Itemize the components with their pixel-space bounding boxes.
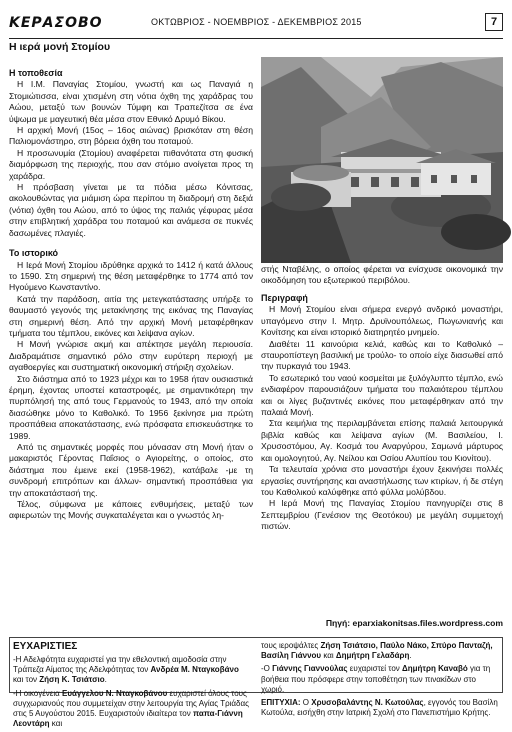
thanks-right-column (261, 641, 499, 721)
thanks-text: ευχαριστεί τον (347, 664, 403, 674)
history-heading: Το ιστορικό (9, 248, 59, 259)
thanks-name: Ζήση Κ. Τσιάτσιο (39, 675, 105, 685)
thanks-item (261, 698, 499, 718)
thanks-text: . (409, 651, 412, 661)
paragraph: Η Μονή γνώρισε ακμή και απέκτησε μεγάλη περιουσία. Διαδραμάτισε σημαντικό ρόλο στην ευρύτερη περιοχή με αγαθοεργίες και συστηματική οικονομική στήριξη σχολείων. (9, 339, 253, 373)
thanks-text: και (321, 651, 336, 661)
thanks-name: Δημήτρη Γελαδάρη (335, 651, 410, 661)
thanks-text: για τη βοήθεια που πρόσφερε στην τοποθέτηση των πινακίδων στο χωριό. (261, 664, 491, 694)
paragraph: Τέλος, σύμφωνα με κάποιες ενθυμήσεις, μεταξύ των αφιερωτών της Μονής συγκαταλέγεται και ο γνωστός λη- (9, 499, 253, 521)
thanks-text: Ο (300, 698, 312, 708)
thanks-name: Χρυσοβαλάντης Ν. Κωτούλας (311, 698, 424, 708)
thanks-text: -Η οικογένεια (13, 688, 62, 698)
page-number: 7 (485, 13, 503, 31)
monastery-photo-icon (261, 57, 503, 263)
thanks-name: Γιάννης Γιαννούλας (272, 664, 348, 674)
thanks-item (261, 664, 499, 695)
thanks-text: -Ο (261, 664, 273, 674)
thanks-text: . (104, 675, 107, 685)
location-heading: Η τοποθεσία (9, 68, 63, 78)
paragraph: Διαθέτει 11 καινούρια κελιά, καθώς και το Καθολικό – σταυροπίστεγη βασιλική με τρούλο- το οποίο είχε διασωθεί από την πυρκαγιά του 1943. (261, 338, 503, 372)
thanks-text: ευχαριστεί όλους τους συγχωριανούς που συμμετείχαν στην λειτουργία της Αγίας Τριάδας στις 5 Αυγούστου 2015. Ευχαριστούν ιδιαίτερα τον (13, 688, 249, 719)
page-header (9, 13, 503, 39)
thanks-name: παπα-Γιάννη Λεοντάρη (13, 709, 243, 729)
thanks-item (13, 689, 251, 730)
thanks-text: και (49, 719, 63, 729)
thanks-text: , εγγονός του Βασίλη Κωτούλα, εισήχθη στην Ιατρική Σχολή στο Πανεπιστήμιο Κρήτης. (261, 698, 498, 718)
paragraph: Η Μονή Στομίου είναι σήμερα ενεργό ανδρικό μοναστήρι, υπαγόμενο στην Ι. Μητρ. Δρυϊνουπόλεως, Πωγωνιανής και Κονίτσης και είναι ιστορικό διατηρητέο μνημείο. (261, 304, 503, 338)
thanks-name: Ευάγγελου Ν. Νταγκοβάνου (62, 688, 168, 698)
article-right-column (261, 289, 503, 533)
thanks-item (261, 641, 499, 661)
paragraph: Η Ιερά Μονή Στομίου ιδρύθηκε αρχικά το 1412 ή κατά άλλους το 1590. Στη σημερινή της θέση μεταφέρθηκε το 1774 από τον Ηγούμενο Κωνσταντίνο. (9, 259, 253, 293)
continued-text: στής Νταβέλης, ο οποίος φέρεται να ενίσχυσε οικονομικά την οικοδόμηση του εξωτερικού περιβόλου. (261, 264, 503, 285)
article-title: Η ιερά μονή Στομίου (9, 41, 111, 53)
paragraph: Τα τελευταία χρόνια στο μοναστήρι έχουν ξεκινήσει πολλές εργασίες συντήρησης και αναστήλωσης των κτιρίων, ή δε στέγη του Καθολικού καλύφθηκε από φύλλα μολύβδου. (261, 464, 503, 497)
paragraph: Η αρχική Μονή (15ος – 16ος αιώνας) βρισκόταν στη θέση Παλιομονάστηρο, στη βόρεια όχθη του ποταμού. (9, 125, 253, 147)
monastery-photo (261, 57, 503, 263)
paragraph: Το εσωτερικό του ναού κοσμείται με ξυλόγλυπτο τέμπλο, ενώ ενδιαφέρον παρουσιάζουν τμήματα του παλαιότερου τέμπλου και οι λίγες βυζαντινές εικόνες που μεταφέρθηκαν από την παλαιά Μονή. (261, 372, 503, 418)
thanks-name: Δημήτρη Καναβό (402, 664, 468, 674)
paragraph: Κατά την παράδοση, αιτία της μετεγκατάστασης υπήρξε το θαυμαστό γεγονός της μετακίνησης της εικόνας της Παναγίας στη σημερινή θέση. Από την αρχική Μονή μεταφέρθηκαν τμήματα του τέμπλου, εικόνες και λείψανα αγίων. (9, 293, 253, 338)
article-left-column (9, 64, 253, 522)
description-heading: Περιγραφή (261, 293, 308, 303)
paragraph: Η προσωνυμία (Στομίου) αναφέρεται πιθανότατα στη φυσική διαμόρφωση της περιοχής, που σαν στόμιο ανοίγεται προς τη χαράδρα. (9, 147, 253, 181)
thanks-title: ΕΥΧΑΡΙΣΤΙΕΣ (13, 641, 78, 652)
thanks-text: και τον (13, 675, 40, 685)
issue-date: ΟΚΤΩΒΡΙΟΣ - ΝΟΕΜΒΡΙΟΣ - ΔΕΚΕΜΒΡΙΟΣ 2015 (151, 17, 362, 27)
thanks-name: Ζήση Τσιάτσιο, Παύλο Νάκο, Σπύρο Πανταζή, Βασίλη Γιάννου (261, 641, 493, 661)
thanks-text: τους ιεροψάλτες (261, 641, 321, 650)
thanks-left-column (13, 655, 251, 732)
thanks-name: ΕΠΙΤΥΧΙΑ: (261, 698, 301, 708)
paragraph: Στα κειμήλια της περιλαμβάνεται επίσης παλαιά λειτουργικά βιβλία καθώς και λείψανα αγίων (Μ. Βασιλείου, Ι. Χρυσοστόμου, Αγ. Κοσμά του Αναργύρου, Σαμωνά μάρτυρος και ομολογητού, Αγ. Νείλου και Οσίου Αλυπίου του Κιονίτου). (261, 418, 503, 463)
paragraph: Η πρόσβαση γίνεται με τα πόδια μέσω Κόνιτσας, ακολουθώντας για μιάμιση ώρα περίπου τη διαδρομή στη δεξιά (νότια) όχθη του Αώου, από το ύψος της παλιάς γέφυρας μέσα στην επιβλητική χαράδρα του ποταμού και ανάμεσα σε πυκνές δασωμένες πλαγιές. (9, 182, 253, 238)
thanks-text: -Η Αδελφότητα ευχαριστεί για την εθελοντική αιμοδοσία στην Τράπεζα Αίματος της Αδελφότητας τον (13, 655, 227, 675)
paragraph: Στο διάστημα από το 1923 μέχρι και το 1958 ήταν ουσιαστικά έρημη, έχοντας υποστεί καταστροφές, με σημαντικότερη την πυρπόλησή της από τους Γερμανούς το 1943, από την οποία διασώθηκε μόνο το Καθολικό. Το 1956 ξεκίνησε μια πρώτη προσπάθεια αποκατάστασης, ενώ πρόσφατα επισκευάστηκε το 1989. (9, 373, 253, 441)
paragraph: Από τις σημαντικές μορφές που μόνασαν στη Μονή ήταν ο μακαριστός Γέροντας Παΐσιος ο Αγιορείτης, ο οποίος, στο διάστημα που έμεινε εκεί (1958-1962), κατάβαλε -με τη συνδρομή επιτρόπων και άλλων- σημαντική προσπάθεια για την αποκατάστασή της. (9, 442, 253, 498)
paragraph: Η Ιερά Μονή της Παναγίας Στομίου πανηγυρίζει στις 8 Σεπτεμβρίου (Γενέσιον της Θεοτόκου) με μεγάλη συμμετοχή πιστών. (261, 498, 503, 532)
thanks-name: Ανδρέα Μ. Νταγκοβάνο (150, 665, 239, 675)
newsletter-brand: ΚΕΡΑΣΟΒΟ (9, 15, 103, 31)
paragraph: Η Ι.Μ. Παναγίας Στομίου, γνωστή και ως Παναγιά η Στομιώτισσα, είναι χτισμένη στη νότια όχθη της χαράδρας του Αώου, μεταξύ των βουνών Τύμφη και Τραπεζίτσα σε ένα ύψωμα με μαγευτική θέα μέσα στον Εθνικό Δρυμό Βίκου. (9, 79, 253, 124)
thanks-item (13, 655, 251, 686)
article-source: Πηγή: eparxiakonitsas.files.wordpress.com (325, 618, 503, 628)
